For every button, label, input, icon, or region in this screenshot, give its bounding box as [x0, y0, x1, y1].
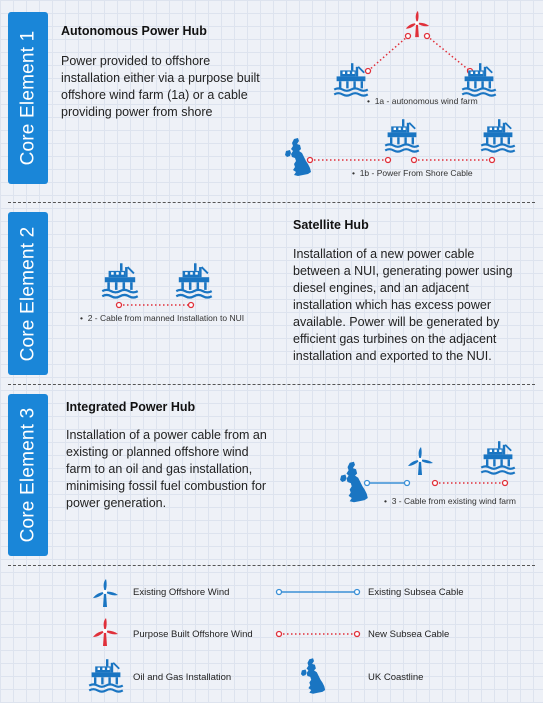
cable-node [490, 158, 495, 163]
cable-node [406, 34, 411, 39]
oil-gas-installation-icon [334, 63, 368, 95]
existing-cable-icon [275, 585, 361, 599]
existing-wind-icon [408, 447, 433, 475]
oil-gas-installation-icon [176, 263, 211, 297]
section-1-body: Power provided to offshore installation either via a purpose built offshore wind farm (1a) or a cable providing power from shore [61, 54, 260, 119]
section-2-diagram [95, 258, 235, 313]
new-cable-line [427, 36, 470, 71]
section-divider [8, 384, 535, 385]
cable-node [433, 481, 438, 486]
core-element-1-label: Core Element 1 [17, 30, 38, 166]
cable-node [386, 158, 391, 163]
oil-gas-installation-icon [385, 119, 419, 151]
core-element-2-label: Core Element 2 [17, 226, 38, 361]
section-divider [8, 202, 535, 203]
new-cable-line [368, 36, 408, 71]
caption-1b: • 1b - Power From Shore Cable [352, 168, 473, 178]
section-3-title: Integrated Power Hub [66, 400, 196, 414]
purpose-built-wind-icon [90, 617, 120, 647]
oil-gas-installation-icon [102, 263, 137, 297]
caption-1b-text: 1b - Power From Shore Cable [359, 168, 473, 178]
legend-existing-cable-label: Existing Subsea Cable [368, 587, 464, 598]
new-cable-icon [275, 627, 361, 641]
caption-2: • 2 - Cable from manned Installation to NUI [80, 313, 245, 323]
legend-oil-gas-label: Oil and Gas Installation [133, 672, 232, 683]
existing-wind-icon [90, 578, 120, 608]
cable-node [308, 158, 313, 163]
cable-node [503, 481, 508, 486]
cable-node [365, 481, 370, 486]
core-element-3-label: Core Element 3 [17, 407, 38, 543]
caption-3: • 3 - Cable from existing wind farm [384, 496, 516, 506]
oil-gas-installation-icon [88, 658, 124, 694]
core-element-2-tab [8, 212, 48, 375]
section-2-title: Satellite Hub [293, 218, 369, 232]
caption-1a: • 1a - autonomous wind farm [367, 96, 478, 106]
caption-2-text: 2 - Cable from manned Installation to NUI [87, 313, 245, 323]
legend-new-cable-label: New Subsea Cable [368, 629, 450, 640]
cable-node [405, 481, 410, 486]
uk-coastline-icon [340, 462, 368, 503]
cable-node [412, 158, 417, 163]
legend-existing-wind-label: Existing Offshore Wind [133, 587, 230, 598]
uk-coastline-icon [300, 657, 328, 695]
section-divider [8, 565, 535, 566]
section-3-body: Installation of a power cable from an existing or planned offshore wind farm to an oil and gas installation, minimising fossil fuel combustion for power generation. [66, 428, 267, 510]
oil-gas-installation-icon [481, 441, 515, 473]
cable-node [117, 303, 122, 308]
core-element-3-tab [8, 394, 48, 556]
cable-node [189, 303, 194, 308]
uk-coastline-icon [285, 138, 311, 176]
oil-gas-installation-icon [462, 63, 496, 95]
cable-node [425, 34, 430, 39]
legend-purpose-wind-label: Purpose Built Offshore Wind [133, 629, 253, 640]
caption-1a-text: 1a - autonomous wind farm [374, 96, 478, 106]
section-1-title: Autonomous Power Hub [61, 24, 207, 38]
caption-3-text: 3 - Cable from existing wind farm [391, 496, 516, 506]
legend-coastline-label: UK Coastline [368, 672, 424, 683]
cable-node [366, 69, 371, 74]
oil-gas-installation-icon [481, 119, 515, 151]
core-element-1-tab [8, 12, 48, 184]
section-2-body: Installation of a new power cable between a NUI, generating power using diesel engines, and an adjacent installation which has excess power available. Power will be generated by efficient gas turbines on the adjacent installation and exported to the NUI. [293, 247, 513, 363]
